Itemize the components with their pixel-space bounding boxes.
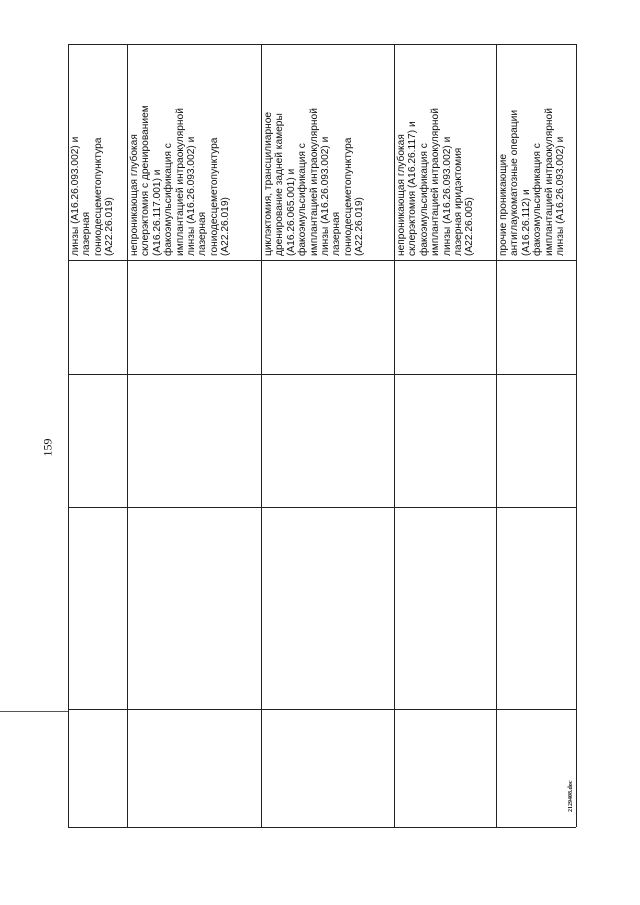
table-line — [68, 44, 576, 45]
procedure-cell: циклэктомия, трансцилиарное дренирование задней камеры (A16.26.065.001) и факоэмульсификация с имплантацией интраокулярной линзы (A16.26.093.002) и лазерная гониодесцеметопунктура (A22.26.019) — [263, 108, 366, 256]
table-line — [576, 44, 577, 827]
procedure-cell: прочие проникающие антиглаукоматозные операции (A16.26.112) и факоэмульсификация с имплантацией интраокулярной линзы (A16.26.093.002) и — [498, 108, 567, 256]
table-line — [68, 507, 576, 508]
table-line — [68, 44, 69, 827]
table-line — [68, 260, 576, 261]
procedure-table — [68, 44, 576, 827]
margin-tick — [0, 711, 68, 712]
table-line — [261, 44, 262, 827]
table-line — [68, 709, 576, 710]
procedure-cell: непроникающая глубокая склерэктомия с дренированием (A16.26.117.001) и факоэмульсификация с имплантацией интраокулярной линзы (A16.26.093.002) и лазерная гониодесцеметопунктура (A22.26.019) — [129, 105, 232, 256]
procedure-cell: линзы (A16.26.093.002) и лазерная гониодесцеметопунктура (A22.26.019) — [70, 136, 116, 256]
table-line — [68, 827, 576, 828]
file-name-footer: 2129408.doc — [568, 780, 574, 812]
table-line — [127, 44, 128, 827]
table-line — [496, 44, 497, 827]
table-line — [68, 374, 576, 375]
page-number: 159 — [40, 438, 55, 457]
table-line — [394, 44, 395, 827]
procedure-cell: непроникающая глубокая склерэктомия (A16.26.117) и факоэмульсификация с имплантацией интраокулярной линзы (A16.26.093.002) и лазерная иридэктомия (A22.26.005) — [396, 108, 476, 256]
